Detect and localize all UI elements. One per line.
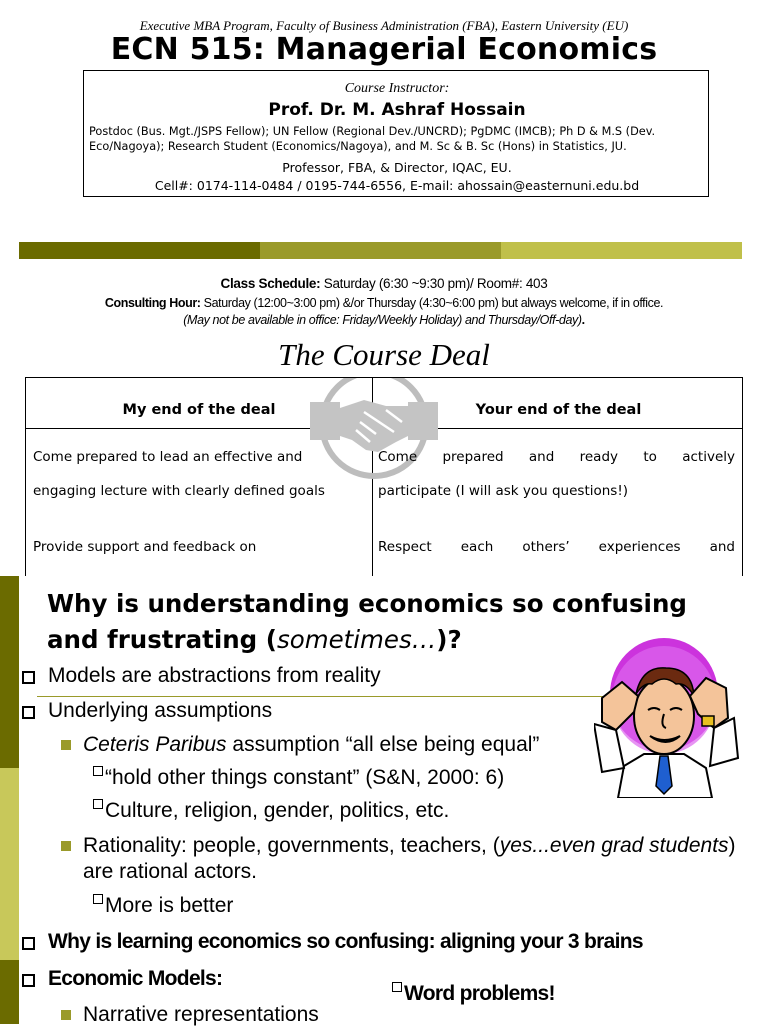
word-problems-text: Word problems!: [404, 982, 555, 1005]
bullet-ceteris: [83, 733, 539, 757]
consulting-label: Consulting Hour:: [104, 296, 201, 310]
bullet-square-icon: [93, 799, 103, 809]
yours-line-2: Respect each others’ experiences and: [378, 539, 735, 555]
rationality-continued: are rational actors.: [83, 860, 257, 883]
instructor-position: Professor, FBA, & Director, IQAC, EU.: [282, 160, 512, 175]
yours-line-1b: participate (I will ask you questions!): [378, 483, 629, 499]
bullet-square-icon: [93, 894, 103, 904]
instructor-qualifications: Postdoc (Bus. Mgt./JSPS Fellow); UN Fellow (Regional Dev./UNCRD); PgDMC (IMCB); Ph D & M.S (Dev. Eco/Nagoya); Research Student (Economics/Nagoya), and M. Sc & B. Sc (Hons) in Statistics, JU.: [89, 125, 656, 153]
course-title: ECN 515: Managerial Economics: [110, 32, 658, 67]
bullet-culture: [93, 799, 449, 823]
side-accent-bar: [0, 960, 19, 1024]
program-line: Executive MBA Program, Faculty of Business Administration (FBA), Eastern University (EU): [139, 18, 629, 33]
deal-title: The Course Deal: [278, 337, 490, 372]
col-header-yours: Your end of the deal: [475, 402, 642, 418]
bullet-models: Models are abstractions from reality: [48, 664, 381, 687]
deal-table: [25, 377, 743, 587]
hold-text: “hold other things constant” (S&N, 2000: 6): [105, 766, 505, 789]
bullet-word-problems: [392, 982, 555, 1006]
divider-segment: [260, 242, 501, 259]
title-main: Why is understanding economics so confusing and frustrating (: [47, 589, 687, 654]
rationality-a: Rationality: people, governments, teachers, (: [83, 834, 500, 857]
col-header-mine: My end of the deal: [122, 402, 276, 418]
bullet-square-icon: [93, 766, 103, 776]
yours-line-1a: Come prepared and ready to actively: [378, 449, 735, 465]
instructor-label: Course Instructor:: [344, 81, 450, 96]
title-end: )?: [436, 625, 462, 654]
divider-segment: [501, 242, 742, 259]
ceteris-rest: assumption “all else being equal”: [226, 733, 540, 756]
bullet-hold: [93, 766, 504, 790]
consulting-value: Saturday (12:00~3:00 pm) &/or Thursday (4:30~6:00 pm) but always welcome, if in office.: [200, 296, 664, 310]
rationality-italic: yes...even grad students: [499, 834, 729, 857]
slide-2: [0, 576, 768, 1024]
more-better-text: More is better: [105, 894, 234, 917]
bullet-square-icon: [392, 982, 402, 992]
instructor-box: [83, 70, 709, 197]
availability-note: [0, 313, 768, 327]
mine-line-1b: engaging lecture with clearly defined goals: [33, 483, 325, 499]
bullet-learning: Why is learning economics so confusing: aligning your 3 brains: [48, 930, 643, 953]
class-schedule: [0, 276, 768, 291]
divider-bar: [19, 242, 742, 259]
rationality-b: ): [728, 834, 736, 857]
ceteris-italic: Ceteris Paribus: [83, 733, 227, 756]
culture-text: Culture, religion, gender, politics, etc.: [105, 799, 450, 822]
availability-text: (May not be available in office: Friday/Weekly Holiday) and Thursday/Off-day): [183, 313, 582, 327]
bullet-economic-models: Economic Models:: [48, 967, 223, 990]
title-italic: sometimes…: [276, 625, 437, 654]
mine-line-1a: Come prepared to lead an effective and: [33, 449, 303, 465]
consulting-hour: [0, 296, 768, 310]
bullet-more-better: [93, 894, 233, 918]
instructor-contact: Cell#: 0174-114-0484 / 0195-744-6556, E-mail: ahossain@easternuni.edu.bd: [154, 178, 640, 193]
divider-segment: [19, 242, 260, 259]
bullet-rationality: [83, 834, 736, 858]
availability-end: .: [581, 313, 585, 327]
bullet-assumptions: Underlying assumptions: [48, 699, 273, 722]
class-schedule-value: Saturday (6:30 ~9:30 pm)/ Room#: 403: [320, 276, 548, 291]
frustrated-man-icon: [594, 638, 742, 798]
mine-line-2: Provide support and feedback on: [33, 539, 257, 555]
bullet-narrative: Narrative representations: [83, 1003, 319, 1026]
side-accent-bar: [0, 768, 19, 960]
side-accent-bar: [0, 576, 19, 768]
class-schedule-label: Class Schedule:: [220, 276, 321, 291]
instructor-name: Prof. Dr. M. Ashraf Hossain: [268, 100, 526, 120]
title-rule: [37, 696, 637, 697]
